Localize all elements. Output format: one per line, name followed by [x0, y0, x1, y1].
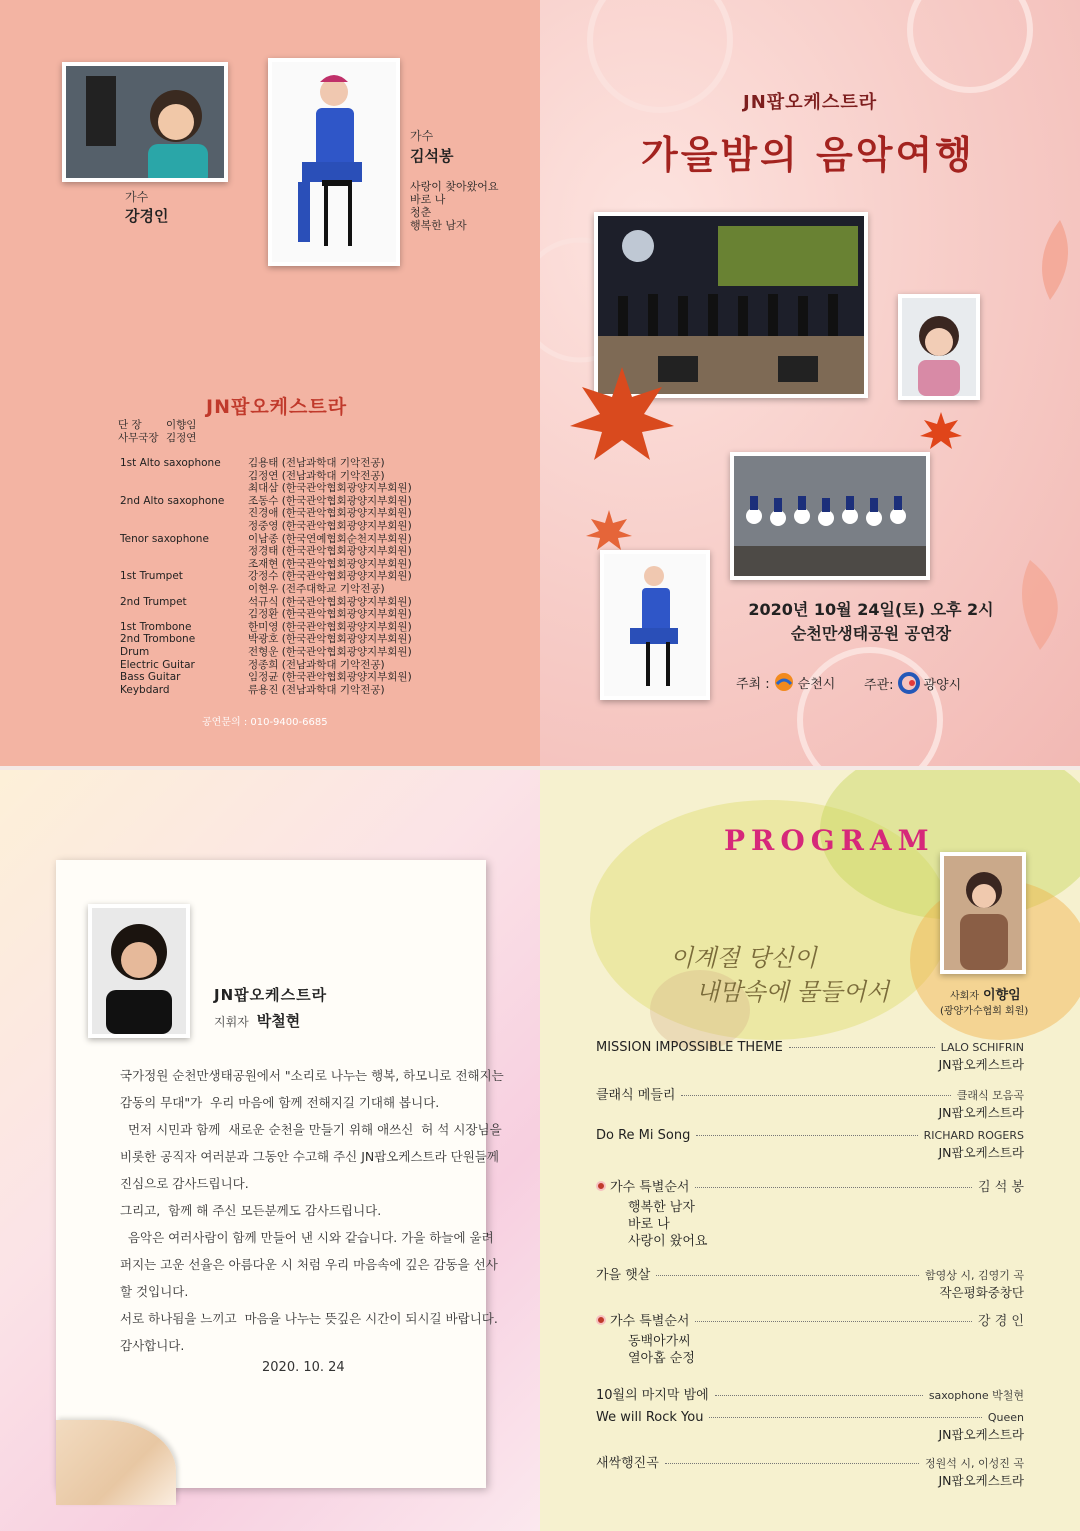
member-part	[120, 482, 248, 495]
member-row	[120, 596, 412, 609]
leader-name: 김정연	[166, 431, 197, 444]
member-row	[120, 646, 412, 659]
program-item-credit: 정원석 시, 이성진 곡	[925, 1457, 1024, 1470]
leader-dots	[656, 1275, 919, 1276]
mc-line	[950, 984, 1021, 1003]
member-row	[120, 482, 412, 495]
program-item-performer: 작은평화중창단	[939, 1285, 1024, 1300]
program-item-credit: 김 석 봉	[978, 1180, 1024, 1195]
calligraphy-line-1: 이계절 당신이	[670, 944, 817, 972]
leader-dots	[681, 1095, 950, 1096]
program-song: 열아홉 순정	[628, 1351, 695, 1366]
cover-title: 가을밤의 음악여행	[641, 132, 975, 177]
singer2-photo	[268, 58, 400, 266]
member-part: 2nd Alto saxophone	[120, 494, 225, 507]
member-name: 김용태 (전남과학대 기악전공)	[248, 457, 385, 469]
member-row	[120, 558, 412, 571]
member-row	[120, 684, 412, 697]
program-item-performer: JN팝오케스트라	[938, 1057, 1024, 1072]
program-item-title: 가을 햇살	[596, 1268, 651, 1283]
cover-date: 2020년 10월 24일(토) 오후 2시	[748, 600, 994, 619]
program-item-credit: 함영상 시, 김영기 곡	[925, 1269, 1024, 1282]
host-block	[736, 672, 835, 692]
suncheon-logo-icon	[774, 672, 794, 692]
conductor-illustration	[92, 908, 186, 1034]
program-item-performer: JN팝오케스트라	[938, 1145, 1024, 1160]
conductor-photo	[88, 904, 190, 1038]
leaders-list	[118, 419, 196, 444]
member-name: 한미영 (한국관악협회광양지부회원)	[248, 620, 412, 633]
organizer-label: 주관:	[864, 677, 894, 693]
program-item-performer: JN팝오케스트라	[938, 1473, 1024, 1488]
host-label: 주최 :	[736, 676, 770, 692]
member-name: 조동수 (한국관악협회광양지부회원)	[248, 494, 412, 507]
bullet-icon	[596, 1315, 606, 1325]
calligraphy-line-2: 내맘속에 물들어서	[696, 978, 890, 1006]
member-row	[120, 583, 412, 596]
member-part	[120, 583, 248, 596]
program-item-title: We will Rock You	[596, 1410, 704, 1425]
program-item-credit: saxophone 박철현	[928, 1389, 1024, 1402]
singer2-cover-illustration	[604, 554, 706, 696]
mc-illustration	[944, 856, 1022, 970]
program-panel	[540, 770, 1080, 1531]
member-name: 정종희 (전남과학대 기악전공)	[248, 658, 385, 671]
singer2-illustration	[272, 62, 396, 262]
member-part: 2nd Trumpet	[120, 595, 187, 608]
leader-dots	[695, 1321, 972, 1322]
program-item-performer: JN팝오케스트라	[938, 1427, 1024, 1442]
program-item	[596, 1128, 1024, 1161]
singer2-label: 가수	[410, 129, 434, 143]
singer2-song: 바로 나	[410, 193, 446, 206]
greeting-line: 할 것입니다.	[120, 1284, 189, 1299]
member-name: 이현우 (전주대학교 기악전공)	[248, 582, 385, 595]
program-item	[596, 1084, 1024, 1121]
greeting-line: 비롯한 공직자 여러분과 그동안 수고해 주신 JN팝오케스트라 단원들께	[120, 1149, 499, 1164]
leader-dots	[709, 1417, 981, 1418]
program-item	[596, 1176, 1024, 1250]
program-item-title: MISSION IMPOSSIBLE THEME	[596, 1040, 783, 1055]
mc-photo-cover	[898, 294, 980, 400]
member-row	[120, 533, 412, 546]
singer2-song: 사랑이 찾아왔어요	[410, 180, 499, 193]
member-part	[120, 520, 248, 533]
bullet-icon	[596, 1181, 606, 1191]
program-item	[596, 1410, 1024, 1443]
conductor-label: 지휘자	[214, 1015, 249, 1029]
conductor-line	[214, 1010, 300, 1031]
mc-note: (광양가수협회 회원)	[940, 1006, 1029, 1017]
member-part	[120, 608, 248, 621]
member-name: 석규식 (한국관악협회광양지부회원)	[248, 595, 412, 608]
program-song: 사랑이 왔어요	[628, 1234, 708, 1249]
member-part: Bass Guitar	[120, 671, 181, 684]
dancers-photo	[730, 452, 930, 580]
singer1-photo	[62, 62, 228, 182]
singer2-songs	[410, 180, 499, 232]
maple-leaf-small-icon	[584, 508, 634, 552]
members-list	[120, 457, 412, 696]
member-part: Tenor saxophone	[120, 532, 209, 545]
member-name: 전형운 (한국관악협회광양지부회원)	[248, 645, 412, 658]
member-part: 1st Alto saxophone	[120, 457, 221, 469]
member-name: 진경애 (한국관악협회광양지부회원)	[248, 507, 412, 520]
greeting-line: 감동의 무대"가 우리 마음에 함께 전해지길 기대해 봅니다.	[120, 1095, 440, 1110]
member-row	[120, 671, 412, 684]
singer2-song: 청춘	[410, 206, 432, 219]
member-row	[120, 570, 412, 583]
cover-date-block	[740, 598, 1002, 646]
program-item-credit: RICHARD ROGERS	[923, 1129, 1024, 1142]
mc-photo	[940, 852, 1026, 974]
program-song: 동백아가씨	[628, 1334, 691, 1349]
leader-dots	[665, 1463, 919, 1464]
member-name: 임정균 (한국관악협회광양지부회원)	[248, 671, 412, 684]
greeting-date: 2020. 10. 24	[262, 1360, 345, 1375]
program-item-title: 새싹행진곡	[596, 1456, 659, 1471]
greeting-line: 퍼지는 고운 선율은 아름다운 시 처럼 우리 마음속에 깊은 감동을 선사	[120, 1257, 498, 1272]
greeting-line: 음악은 여러사람이 함께 만들어 낸 시와 같습니다. 가을 하늘에 울려	[120, 1230, 494, 1245]
gwangyang-logo-icon	[898, 672, 920, 694]
greeting-line: 감사합니다.	[120, 1338, 185, 1353]
singer2-song: 행복한 남자	[410, 219, 467, 232]
mc-cover-illustration	[902, 298, 976, 396]
organizer-name: 광양시	[923, 677, 962, 693]
member-name: 조재현 (한국관악협회광양지부회원)	[248, 557, 412, 570]
maple-leaf-icon	[562, 362, 682, 462]
cover-panel	[540, 0, 1080, 766]
program-item-credit: 강 경 인	[978, 1314, 1024, 1329]
program-item-performer: JN팝오케스트라	[938, 1105, 1024, 1120]
member-part: 1st Trombone	[120, 620, 192, 633]
member-row	[120, 621, 412, 634]
dancers-illustration	[734, 456, 926, 576]
program-item-credit: 클래식 모음곡	[956, 1089, 1024, 1102]
program-item-title: 클래식 메들리	[596, 1088, 676, 1103]
leader-dots	[789, 1047, 935, 1048]
program-item-title: 가수 특별순서	[610, 1314, 690, 1329]
singer1-name: 강경인	[125, 207, 169, 225]
program-song: 행복한 남자	[628, 1200, 695, 1215]
leader-dots	[696, 1135, 917, 1136]
member-name: 류용진 (전남과학대 기악전공)	[248, 683, 385, 696]
program-item	[596, 1384, 1024, 1403]
member-name: 최대삼 (한국관악협회광양지부회원)	[248, 482, 412, 495]
member-part: 1st Trumpet	[120, 570, 183, 583]
singer1-illustration	[66, 66, 228, 182]
member-row	[120, 457, 412, 470]
program-item	[596, 1310, 1024, 1367]
program-item	[596, 1452, 1024, 1489]
members-panel	[0, 0, 540, 766]
conductor-name: 박철현	[256, 1012, 301, 1030]
member-row	[120, 470, 412, 483]
member-name: 박광호 (한국관악협회광양지부회원)	[248, 633, 412, 646]
member-part: Electric Guitar	[120, 658, 195, 671]
program-item-credit: LALO SCHIFRIN	[940, 1041, 1024, 1054]
mc-label: 사회자	[950, 991, 979, 1002]
greeting-text	[120, 1062, 504, 1359]
singer2-photo-cover	[600, 550, 710, 700]
member-part: Keybdard	[120, 683, 170, 696]
program-item-title: 10월의 마지막 밤에	[596, 1388, 709, 1403]
maple-leaf-small-icon	[918, 410, 964, 450]
member-row	[120, 659, 412, 672]
contact-info: 공연문의 : 010-9400-6685	[202, 717, 328, 728]
program-song: 바로 나	[628, 1217, 670, 1232]
greeting-line: 진심으로 감사드립니다.	[120, 1176, 249, 1191]
greeting-line: 서로 하나됨을 느끼고 마음을 나누는 뜻깊은 시간이 되시길 바랍니다.	[120, 1311, 498, 1326]
singer2-name: 김석봉	[410, 147, 454, 165]
member-row	[120, 633, 412, 646]
member-part	[120, 545, 248, 558]
leader-name: 이향임	[166, 419, 197, 431]
member-row	[120, 507, 412, 520]
member-name: 정경태 (한국관악협회광양지부회원)	[248, 545, 412, 558]
member-part	[120, 507, 248, 520]
greeting-line: 먼저 시민과 함께 새로운 순천을 만들기 위해 애쓰신 허 석 시장님을	[120, 1122, 502, 1137]
member-name: 정중영 (한국관악협회광양지부회원)	[248, 519, 412, 532]
greeting-orchestra: JN팝오케스트라	[214, 986, 328, 1004]
member-part: 2nd Trombone	[120, 633, 196, 646]
member-row	[120, 545, 412, 558]
member-name: 이남종 (한국연예협회순천지부회원)	[248, 532, 412, 545]
orchestra-title: JN팝오케스트라	[206, 396, 348, 418]
member-row	[120, 520, 412, 533]
greeting-line: 국가정원 순천만생태공원에서 "소리로 나누는 행복, 하모니로 전해지는	[120, 1068, 504, 1083]
leader-dots	[715, 1395, 923, 1396]
member-name: 김정연 (전남과학대 기악전공)	[248, 469, 385, 482]
member-part: Drum	[120, 645, 150, 658]
mc-name: 이향임	[982, 988, 1021, 1003]
host-name: 순천시	[797, 676, 836, 692]
program-item	[596, 1264, 1024, 1301]
cover-venue: 순천만생태공원 공연장	[790, 624, 952, 643]
member-row	[120, 495, 412, 508]
cover-subtitle: JN팝오케스트라	[743, 92, 878, 113]
program-item	[596, 1040, 1024, 1073]
greeting-panel	[0, 770, 540, 1531]
program-title: PROGRAM	[724, 824, 935, 857]
member-row	[120, 608, 412, 621]
leader-dots	[695, 1187, 972, 1188]
program-item-credit: Queen	[987, 1411, 1024, 1424]
leader-role: 사무국장	[118, 431, 159, 444]
program-item-title: 가수 특별순서	[610, 1180, 690, 1195]
member-part	[120, 470, 248, 483]
organizer-block	[864, 672, 961, 694]
member-name: 김정환 (한국관악협회광양지부회원)	[248, 608, 412, 621]
member-part	[120, 558, 248, 571]
program-item-title: Do Re Mi Song	[596, 1128, 691, 1143]
member-name: 강정수 (한국관악협회광양지부회원)	[248, 570, 412, 583]
leader-role: 단 장	[118, 419, 142, 431]
singer1-label: 가수	[125, 190, 149, 204]
greeting-line: 그리고, 함께 해 주신 모든분께도 감사드립니다.	[120, 1203, 382, 1218]
